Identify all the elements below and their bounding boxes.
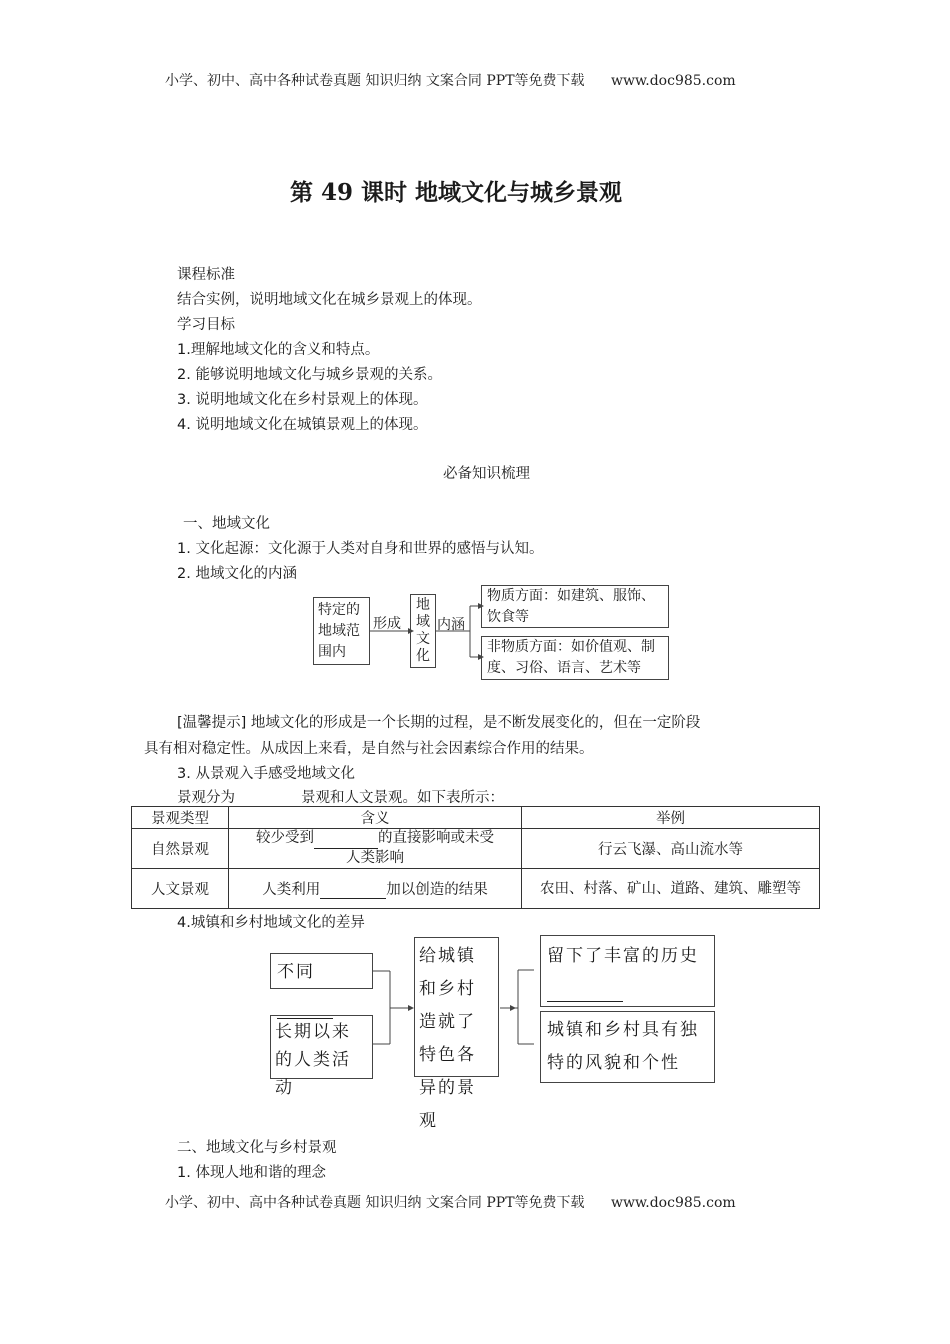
meaning-post: 加以创造的结果 (386, 882, 488, 898)
part2-heading: 二、地域文化与乡村景观 (177, 1140, 337, 1156)
standard-heading: 课程标准 (177, 267, 235, 283)
type-cell: 自然景观 (132, 829, 229, 869)
diff-label: 不同 (277, 962, 315, 982)
part1-heading: 一、地域文化 (183, 516, 270, 532)
meaning-pre: 较少受到 (256, 830, 314, 846)
item3-intro (177, 786, 504, 807)
example-cell: 行云飞瀑、高山流水等 (522, 829, 820, 869)
blank-field (547, 983, 623, 1002)
activity-box: 长期以来的人类活动 (270, 1015, 373, 1079)
goal-item: 1.理解地域文化的含义和特点。 (177, 342, 380, 358)
history-box (540, 935, 715, 1007)
landscape-table (131, 806, 820, 909)
meaning-pre: 人类利用 (262, 882, 321, 898)
page-footer (165, 1192, 736, 1212)
table-row (132, 869, 820, 909)
goal-item: 2. 能够说明地域文化与城乡景观的关系。 (177, 367, 442, 383)
tip-line1: [温馨提示] 地域文化的形成是一个长期的过程，是不断发展变化的，但在一定阶段 (177, 715, 701, 731)
history-text: 留下了丰富的历史 (547, 946, 699, 966)
page-header (165, 70, 736, 90)
label-connotation: 内涵 (437, 617, 465, 633)
standard-text: 结合实例，说明地域文化在城乡景观上的体现。 (177, 292, 482, 308)
table-header: 含义 (229, 807, 522, 829)
table-header: 举例 (522, 807, 820, 829)
label-form: 形成 (373, 616, 401, 632)
goal-item: 4. 说明地域文化在城镇景观上的体现。 (177, 417, 428, 433)
meaning-cell (229, 869, 522, 909)
blank-field (235, 790, 301, 807)
header-text: 小学、初中、高中各种试卷真题 知识归纳 文案合同 PPT等免费下载 (165, 73, 585, 89)
footer-text: 小学、初中、高中各种试卷真题 知识归纳 文案合同 PPT等免费下载 (165, 1195, 585, 1211)
landscape-box: 给城镇和乡村造就了特色各异的景观 (414, 937, 499, 1077)
header-url[interactable]: www.doc985.com (610, 73, 736, 89)
type-cell: 人文景观 (132, 869, 229, 909)
intro-post: 景观和人文景观。如下表所示： (301, 790, 504, 806)
table-row (132, 829, 820, 869)
page-title: 第 49 课时 地域文化与城乡景观 (290, 179, 623, 206)
item4-title: 4.城镇和乡村地域文化的差异 (177, 915, 365, 931)
tip-line2: 具有相对稳定性。从成因上来看，是自然与社会因素综合作用的结果。 (144, 741, 594, 757)
meaning-cell (229, 829, 522, 869)
nonmaterial-box: 非物质方面：如价值观、制度、习俗、语言、艺术等 (481, 636, 669, 680)
footer-url[interactable]: www.doc985.com (610, 1195, 736, 1211)
table-header: 景观类型 (132, 807, 229, 829)
culture-box: 地域文化 (410, 594, 436, 668)
section-title: 必备知识梳理 (443, 466, 530, 482)
material-box: 物质方面：如建筑、服饰、饮食等 (481, 585, 669, 628)
item3-title: 3. 从景观入手感受地域文化 (177, 766, 355, 782)
blank-field (314, 829, 378, 849)
goals-heading: 学习目标 (177, 317, 235, 333)
meaning-line2: 人类影响 (346, 850, 404, 866)
blank-field (320, 882, 386, 899)
part2-item1: 1. 体现人地和谐的理念 (177, 1165, 326, 1181)
meaning-post: 的直接影响或未受 (378, 830, 494, 846)
part1-item2: 2. 地域文化的内涵 (177, 566, 297, 582)
goal-item: 3. 说明地域文化在乡村景观上的体现。 (177, 392, 428, 408)
diff-box (270, 953, 373, 989)
character-box: 城镇和乡村具有独特的风貌和个性 (540, 1011, 715, 1083)
example-cell: 农田、村落、矿山、道路、建筑、雕塑等 (522, 869, 820, 909)
intro-pre: 景观分为 (177, 790, 235, 806)
region-box: 特定的地域范围内 (313, 597, 370, 665)
part1-item1: 1. 文化起源：文化源于人类对自身和世界的感悟与认知。 (177, 541, 544, 557)
